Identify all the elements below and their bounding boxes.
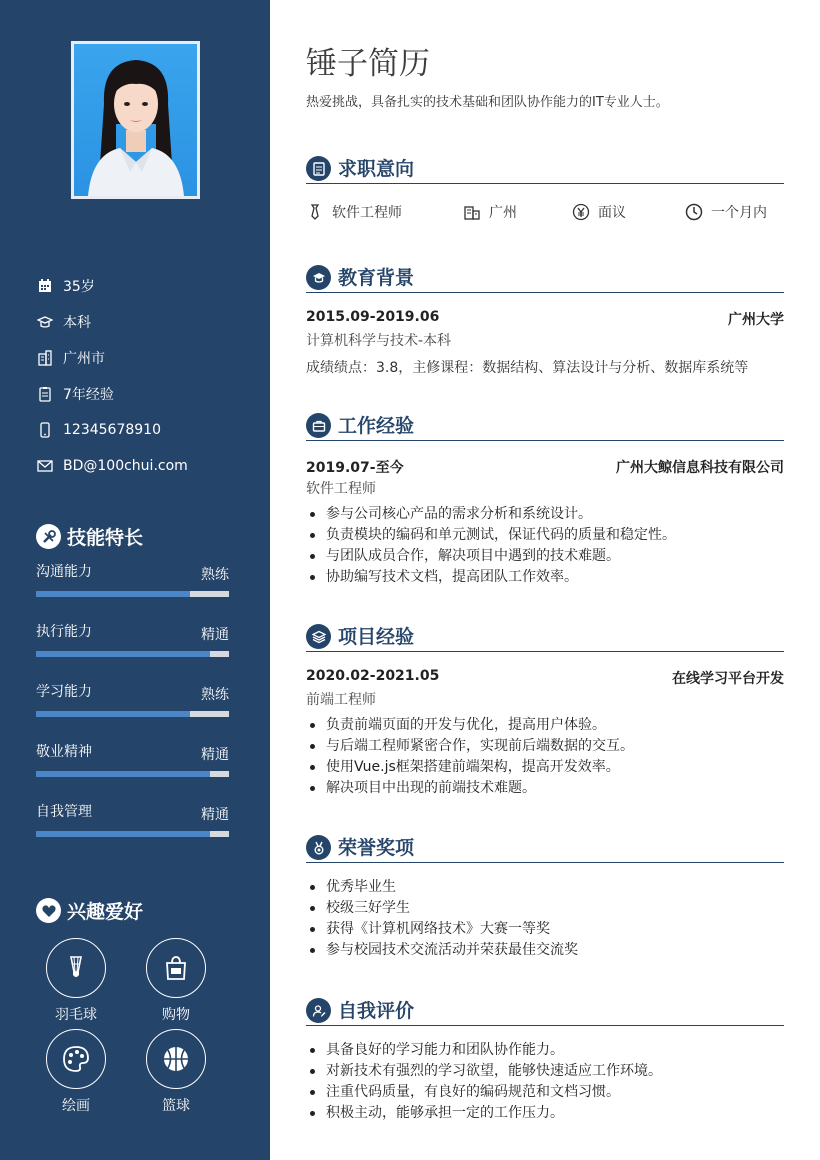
education-entry-head (306, 309, 784, 329)
document-icon (306, 156, 331, 181)
skill-bar-fill (36, 711, 190, 717)
skill-bar (36, 711, 229, 717)
skill-name: 自我管理 (36, 804, 92, 820)
skill-item (36, 680, 229, 740)
intent-position (306, 202, 402, 222)
skill-bar-fill (36, 651, 210, 657)
section-heading-honors (306, 835, 784, 863)
skill-bar (36, 831, 229, 837)
personal-info-list (36, 268, 188, 484)
skill-name: 执行能力 (36, 624, 92, 640)
section-heading-self (306, 998, 784, 1026)
hobby-label: 篮球 (162, 1098, 190, 1114)
intent-availability (685, 202, 767, 222)
section-title: 自我评价 (338, 1000, 415, 1022)
section-title: 工作经验 (338, 415, 415, 437)
tie-icon (306, 203, 324, 221)
portrait-illustration (74, 44, 197, 196)
section-heading-project (306, 624, 784, 652)
info-email (36, 448, 188, 484)
list-item: 参与公司核心产品的需求分析和系统设计。 (306, 504, 676, 525)
skill-level: 熟练 (201, 687, 229, 703)
list-item: 具备良好的学习能力和团队协作能力。 (306, 1040, 662, 1061)
profile-photo-frame (71, 41, 200, 199)
hobby-item (45, 938, 107, 1024)
list-item: 获得《计算机网络技术》大赛一等奖 (306, 919, 578, 940)
hobby-label: 购物 (162, 1007, 190, 1023)
skill-bar-fill (36, 771, 210, 777)
skill-bar (36, 771, 229, 777)
info-degree (36, 304, 188, 340)
shopping-bag-icon (146, 938, 206, 998)
info-text: 广州市 (63, 351, 105, 367)
hobby-item (145, 938, 207, 1024)
palette-icon (46, 1029, 106, 1089)
badminton-icon (46, 938, 106, 998)
skill-name: 学习能力 (36, 684, 92, 700)
section-heading-education (306, 265, 784, 293)
list-item: 与后端工程师紧密合作，实现前后端数据的交互。 (306, 736, 634, 757)
info-text[interactable]: 12345678910 (63, 422, 161, 438)
list-item: 参与校园技术交流活动并荣获最佳交流奖 (306, 940, 578, 961)
section-title: 求职意向 (338, 158, 415, 180)
yen-icon (572, 203, 590, 221)
medal-icon (306, 835, 331, 860)
skill-item (36, 740, 229, 800)
calendar-icon (36, 277, 54, 295)
job-intent-row (306, 202, 784, 226)
skill-bar (36, 651, 229, 657)
skills-title: 技能特长 (67, 527, 144, 549)
intent-text: 面议 (598, 205, 626, 221)
mail-icon (36, 457, 54, 475)
info-text[interactable]: BD@100chui.com (63, 458, 188, 474)
project-period: 2020.02-2021.05 (306, 668, 440, 684)
skill-bar-fill (36, 831, 210, 837)
skill-bar-fill (36, 591, 190, 597)
hobby-label: 羽毛球 (55, 1007, 97, 1023)
list-item: 积极主动，能够承担一定的工作压力。 (306, 1103, 662, 1124)
skill-level: 精通 (201, 807, 229, 823)
work-entry-head (306, 457, 784, 477)
hobby-item (45, 1029, 107, 1115)
skill-name: 敬业精神 (36, 744, 92, 760)
project-name: 在线学习平台开发 (672, 671, 784, 687)
work-bullets (306, 504, 676, 588)
work-company: 广州大鲸信息科技有限公司 (616, 460, 784, 476)
list-item: 校级三好学生 (306, 898, 578, 919)
skill-level: 精通 (201, 747, 229, 763)
hobbies-heading (36, 897, 143, 924)
city-icon (463, 203, 481, 221)
project-bullets (306, 715, 634, 799)
clipboard-icon (36, 385, 54, 403)
education-major: 计算机科学与技术-本科 (306, 333, 452, 349)
layers-icon (306, 624, 331, 649)
intent-salary (572, 202, 626, 222)
user-edit-icon (306, 998, 331, 1023)
education-details: 成绩绩点：3.8，主修课程：数据结构、算法设计与分析、数据库系统等 (306, 360, 749, 376)
graduation-cap-icon (36, 313, 54, 331)
intent-city (463, 202, 517, 222)
hobby-label: 绘画 (62, 1098, 90, 1114)
sidebar (0, 0, 270, 1160)
hobby-item (145, 1029, 207, 1115)
list-item: 使用Vue.js框架搭建前端架构，提高开发效率。 (306, 757, 634, 778)
list-item: 与团队成员合作，解决项目中遇到的技术难题。 (306, 546, 676, 567)
section-heading-work (306, 413, 784, 441)
honors-bullets (306, 877, 578, 961)
heart-icon (36, 898, 61, 923)
skills-heading (36, 523, 143, 550)
info-text: 7年经验 (63, 387, 114, 403)
work-role: 软件工程师 (306, 481, 376, 497)
section-title: 荣誉奖项 (338, 837, 415, 859)
intent-text: 一个月内 (711, 205, 767, 221)
education-school: 广州大学 (728, 312, 784, 328)
info-text: 35岁 (63, 279, 95, 295)
skill-item (36, 560, 229, 620)
list-item: 协助编写技术文档，提高团队工作效率。 (306, 567, 676, 588)
basketball-icon (146, 1029, 206, 1089)
project-role: 前端工程师 (306, 692, 376, 708)
skill-item (36, 800, 229, 860)
info-phone (36, 412, 188, 448)
list-item: 对新技术有强烈的学习欲望，能够快速适应工作环境。 (306, 1061, 662, 1082)
work-period: 2019.07-至今 (306, 460, 404, 476)
skill-level: 熟练 (201, 567, 229, 583)
list-item: 优秀毕业生 (306, 877, 578, 898)
tagline: 热爱挑战，具备扎实的技术基础和团队协作能力的IT专业人士。 (306, 95, 669, 110)
clock-icon (685, 203, 703, 221)
education-period: 2015.09-2019.06 (306, 309, 440, 325)
skill-item (36, 620, 229, 680)
tools-icon (36, 524, 61, 549)
self-eval-bullets (306, 1040, 662, 1124)
profile-photo (74, 44, 197, 196)
section-heading-intent (306, 156, 784, 184)
graduation-cap-icon (306, 265, 331, 290)
skill-bar (36, 591, 229, 597)
building-icon (36, 349, 54, 367)
list-item: 解决项目中出现的前端技术难题。 (306, 778, 634, 799)
project-entry-head (306, 668, 784, 688)
briefcase-icon (306, 413, 331, 438)
list-item: 负责模块的编码和单元测试，保证代码的质量和稳定性。 (306, 525, 676, 546)
phone-icon (36, 421, 54, 439)
skills-list (36, 560, 229, 860)
hobbies-title: 兴趣爱好 (67, 901, 144, 923)
info-city (36, 340, 188, 376)
resume-title: 锤子简历 (306, 46, 430, 82)
section-title: 教育背景 (338, 267, 415, 289)
info-text: 本科 (63, 315, 91, 331)
list-item: 注重代码质量，有良好的编码规范和文档习惯。 (306, 1082, 662, 1103)
intent-text: 广州 (489, 205, 517, 221)
list-item: 负责前端页面的开发与优化，提高用户体验。 (306, 715, 634, 736)
intent-text: 软件工程师 (332, 205, 402, 221)
section-title: 项目经验 (338, 626, 415, 648)
info-experience (36, 376, 188, 412)
skill-name: 沟通能力 (36, 564, 92, 580)
info-age (36, 268, 188, 304)
skill-level: 精通 (201, 627, 229, 643)
